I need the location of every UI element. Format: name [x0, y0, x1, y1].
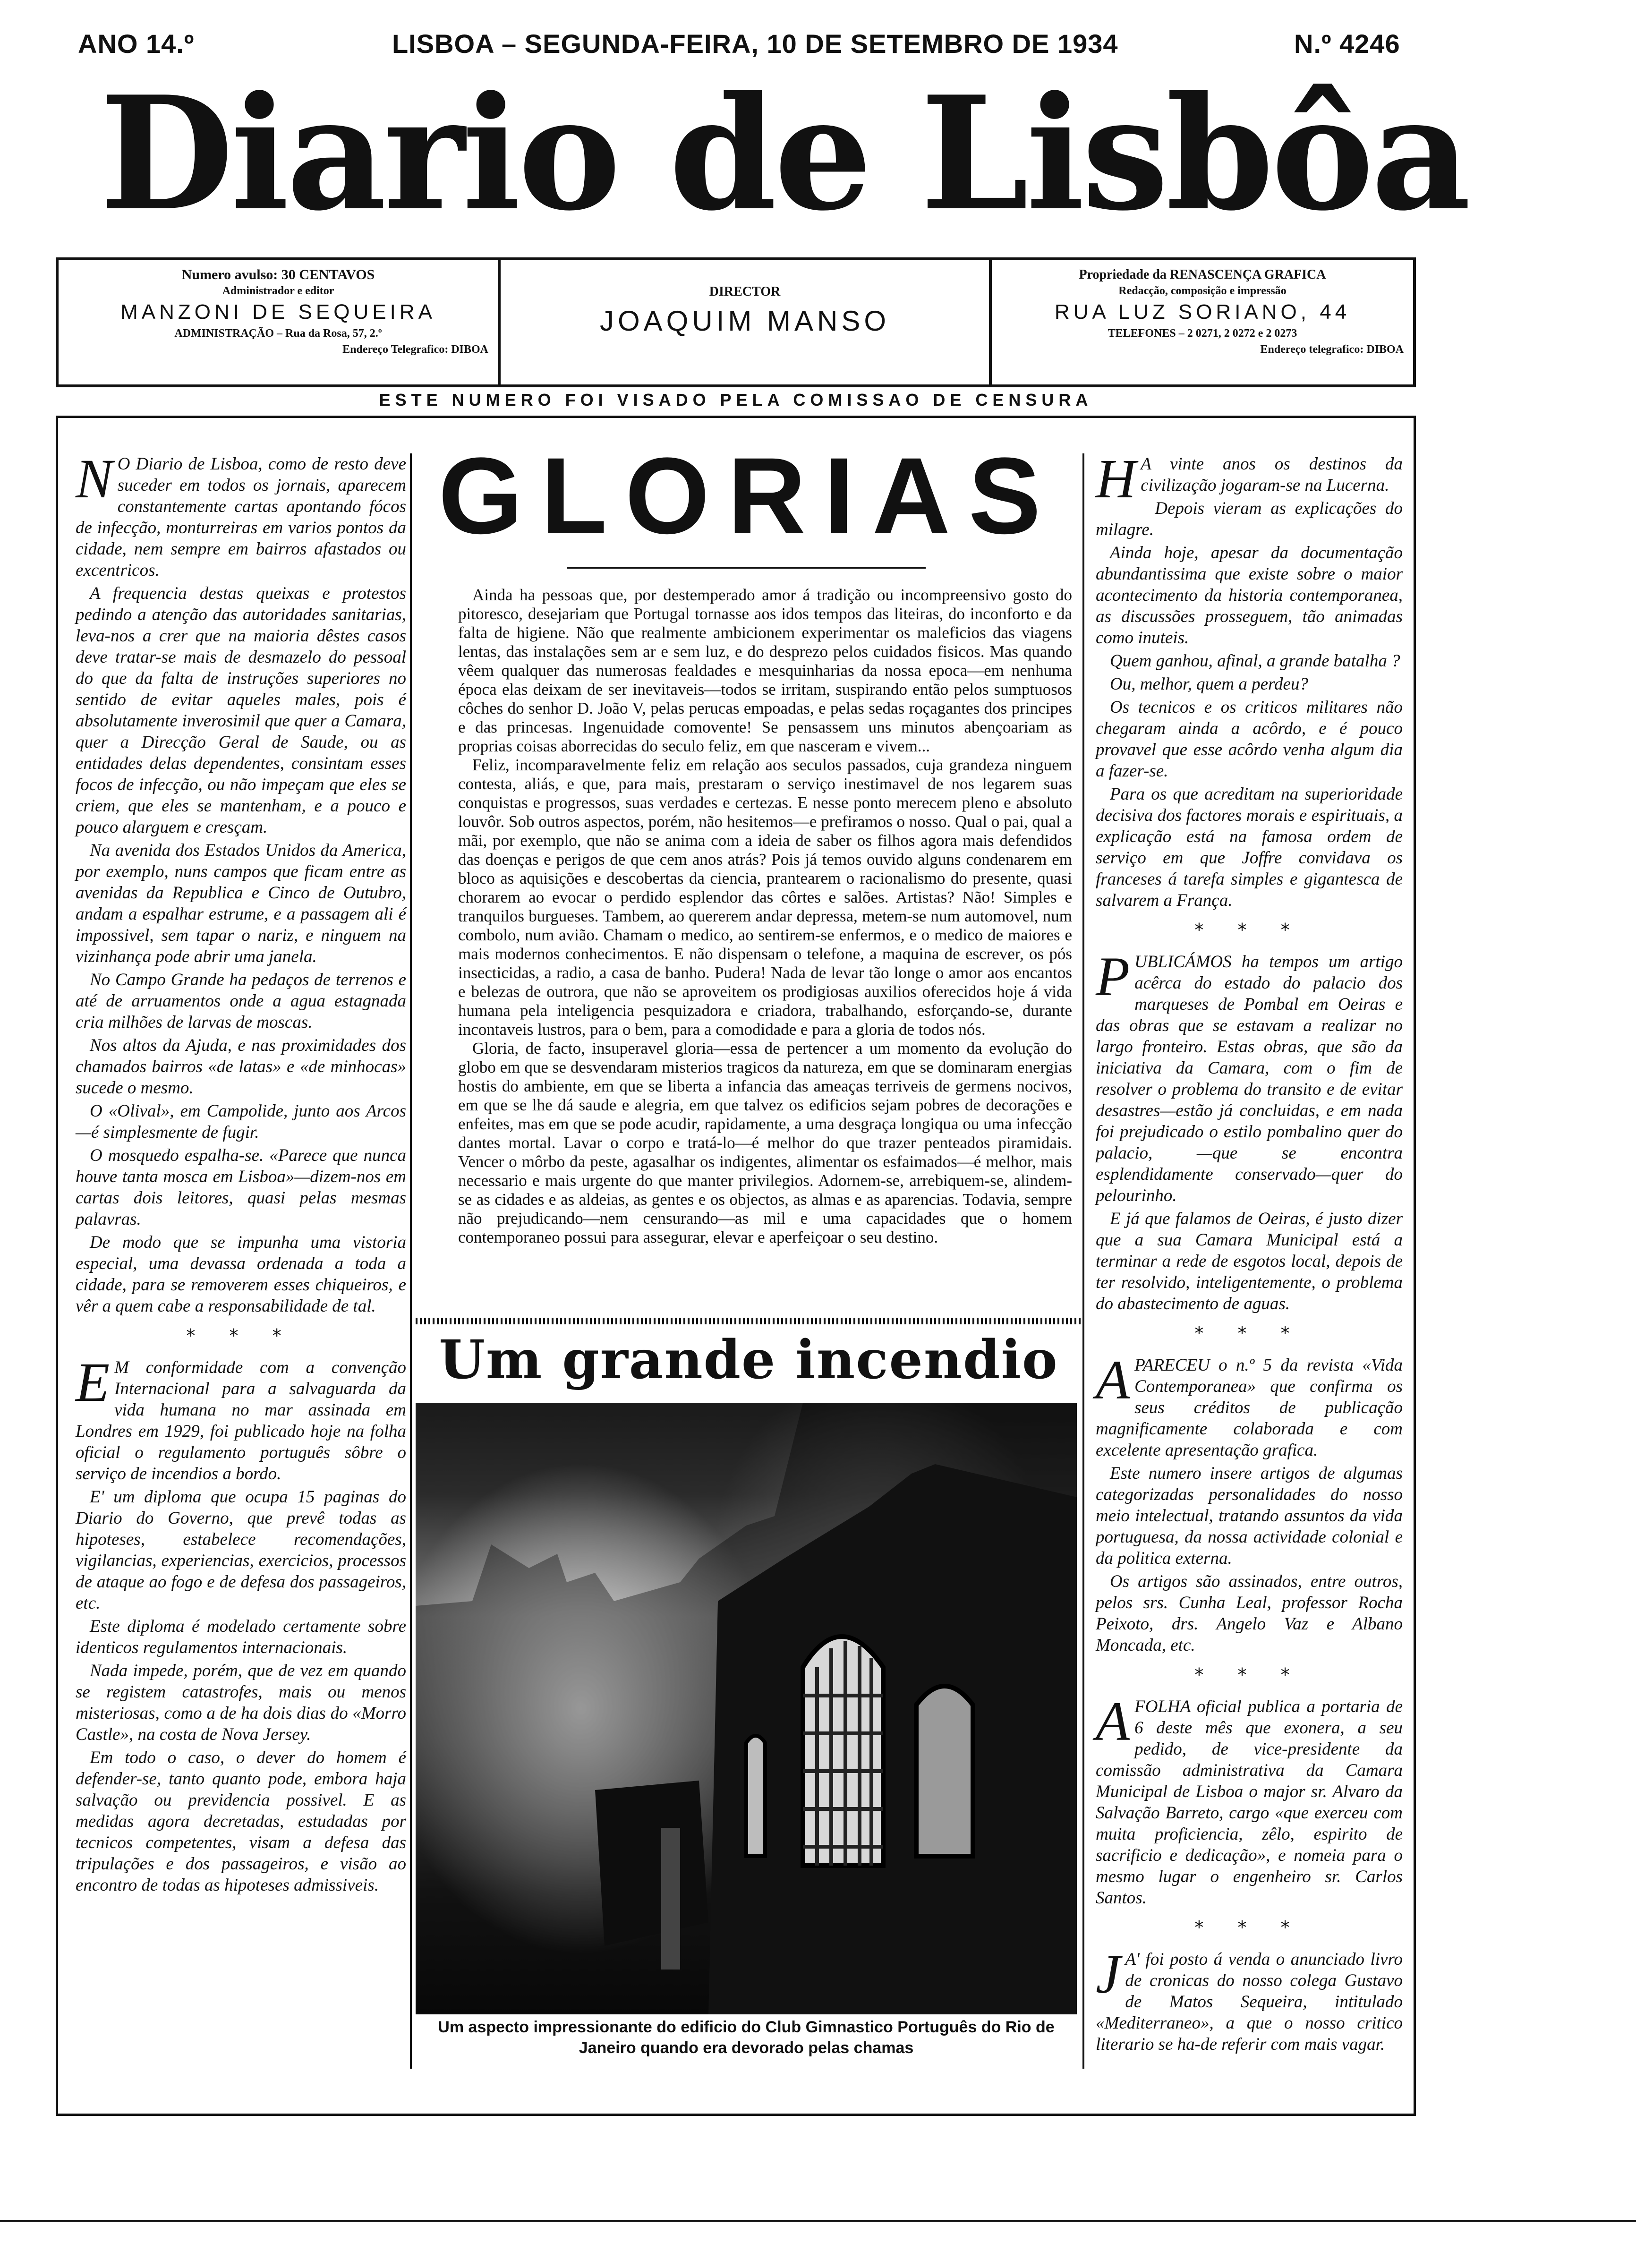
article-paragraph: J A' foi posto á venda o anunciado livro de cronicas do nosso colega Gustavo de Matos Sequeira, intitulado «Mediterraneo», a que o nosso critico literario se ha-de referir com mais vagar.: [1096, 1943, 1403, 2054]
article-paragraph: E já que falamos de Oeiras, é justo dizer que a sua Camara Municipal está a terminar a rede de esgotos local, depois de ter resolvido, inteligentemente, o problema do abastecimento de aguas.: [1096, 1209, 1403, 1313]
article-paragraph: Nos altos da Ajuda, e nas proximidades dos chamados bairros «de latas» e «de minhocas» sucede o mesmo.: [76, 1036, 406, 1098]
frame-top-rule: [56, 416, 1416, 418]
section-divider: * * *: [1194, 1664, 1304, 1685]
section-divider: * * *: [1194, 1917, 1304, 1938]
info-center: [501, 284, 989, 342]
article-paragraph: Ainda hoje, apesar da documentação abundantissima que existe sobre o maior acontecimento da historia contemporanea, as discussões prosseguem, tão animadas como inuteis.: [1096, 543, 1403, 648]
info-box: [56, 257, 1416, 387]
article-paragraph: E' um diploma que ocupa 15 paginas do Diario do Governo, que prevê todas as hipoteses, estabelece recomendações, vigilancias, experiencias, exercicios, processos de ataque ao fogo e de defesa dos passageiros, etc.: [76, 1487, 406, 1613]
info-right: [992, 267, 1413, 358]
article-paragraph: Este numero insere artigos de algumas categorizadas personalidades do nosso meio intelectual, tratando assuntos da vida portuguesa, da nossa actividade colonial e da politica externa.: [1096, 1464, 1403, 1568]
article-paragraph: Quem ganhou, afinal, a grande batalha ?: [1110, 651, 1400, 671]
admin-name: MANZONI DE SEQUEIRA: [120, 300, 436, 324]
article-paragraph: Gloria, de facto, insuperavel gloria—essa de pertencer a um momento da evolução do globo em que se desvendaram misterios tragicos da natureza, em que se dominaram energias hostis do ambiente, em que se liberta a infancia das ameaças terriveis de germens nocivos, em que se lhe dá saude e alegria, em que talvez os edificios sejam pobres de decorações e enfeites, mas em que se pode acudir, rapidamente, a uma desgraça longiqua ou uma infecção dantes mortal. Lavar o corpo e tratá-lo—é melhor do que trazer penteados piramidais. Vencer o môrbo da peste, agasalhar os indigentes, alimentar os esfaimados—é melhor, mais necessario e mais urgente do que manter privilegios. Adornem-se, arrebiquem-se, alindem-se as cidades e as aldeias, as gentes e os objectos, as almas e as aparencias. Todavia, sempre não prejudicando—nem censurando—as mil e uma capacidades que o homem contemporaneo possui para assegurar, elevar e aperfeiçoar o seu destino.: [458, 1039, 1072, 1246]
article-paragraph: De modo que se impunha uma vistoria especial, uma devassa ordenada a toda a cidade, para se removerem esses chiqueiros, e vêr a quem cabe a responsabilidade de tal.: [76, 1233, 406, 1316]
article-paragraph: Para os que acreditam na superioridade decisiva dos factores morais e espirituais, a explicação está na famosa ordem de serviço em que Joffre convidava os franceses á tarefa simples e gigantesca de salvarem a França.: [1096, 784, 1403, 910]
article-paragraph: N O Diario de Lisboa, como de resto deve suceder em todos os jornais, aparecem constantemente cartas apontando fócos de infecção, monturreiras em varios pontos da cidade, nem sempre em bairros afastados ou excentricos.: [76, 448, 406, 580]
article-paragraph: Feliz, incomparavelmente feliz em relação aos seculos passados, cuja grandeza ninguem contesta, aliás, e que, para mais, prestaram o serviço inestimavel de nos legarem suas conquistas e progressos, suas verdades e certezas. E nesse ponto merecem pleno e absoluto louvôr. Sob outros aspectos, porém, não hesitemos—e prefiramos o nosso. Qual o pai, qual a mãi, por exemplo, que não se anima com a ideia de saber os filhos agora mais defendidos das doenças e perigos de que cem anos atrás? Pois já temos ouvido alguns condenarem em bloco as aquisições e descobertas da ciencia, prantearem o racionalismo do presente, quasi chorarem ao evocar o perdido esplendor das côrtes e salões. Artistas? Não! Simples e tranquilos burgueses. Tambem, ao quererem andar depressa, metem-se num automovel, num combolo, num avião. Chamam o medico, ao sentirem-se enfermos, e o medico de maiores e mais modernos conhecimentos. E não dispensam o telefone, a maquina de escrever, os pós insecticidas, a radio, a casa de banho. Pudera! Nada de levar tão longe o amor aos encantos e belezas de outrora, que não se aproveitem os prodigiosas auxilios oferecidos hoje á vida humana pela inteligencia pesquizadora e criadora, trabalhando, esforçando-se, durante incontaveis lustros, para o bem, para a comodidade e para a gloria de todos nós.: [458, 756, 1072, 1039]
left-column: [76, 448, 406, 1898]
article-paragraph: O mosquedo espalha-se. «Parece que nunca houve tanta mosca em Lisboa»—dizem-nos em cartas dois leitores, quasi pelas mesmas palavras.: [76, 1146, 406, 1229]
drop-cap: E: [76, 1351, 110, 1413]
drop-cap: A: [1096, 1349, 1130, 1411]
editorial-address: RUA LUZ SORIANO, 44: [1054, 300, 1351, 324]
article-paragraph: Depois vieram as explicações do milagre.: [1096, 499, 1403, 539]
article-paragraph: A frequencia destas queixas e protestos pedindo a atenção das autoridades sanitarias, leva-nos a crer que na maioria dêstes casos deve tratar-se mais de desmazelo do pessoal do que da falta de instruções superiores no sentido de evitar aqueles males, pois é absolutamente inverosimil que quer a Camara, quer a Direcção Geral de Saude, ou as entidades delas dependentes, consintam esses focos de infecção, ou não impeçam que eles se criem, que eles se mantenham, e a pouco e pouco alarguem e cresçam.: [76, 584, 406, 837]
issue-number: N.º 4246: [1294, 29, 1400, 59]
dateline: LISBOA – SEGUNDA-FEIRA, 10 DE SETEMBRO DE 1934: [392, 29, 1118, 59]
article-paragraph: Os tecnicos e os criticos militares não chegaram ainda a acôrdo, e é pouco provavel que esse acôrdo venha algum dia a fazer-se.: [1096, 698, 1403, 781]
frame-right-rule: [1414, 416, 1416, 2116]
section-divider: * * *: [1194, 1323, 1304, 1344]
article-paragraph: Os artigos são assinados, entre outros, pelos srs. Cunha Leal, professor Rocha Peixoto, drs. Angelo Vaz e Albano Moncada, etc.: [1096, 1572, 1403, 1655]
column-rule: [1082, 453, 1084, 2069]
headline-underline: [567, 567, 926, 569]
headline-glorias: GLORIAS: [438, 435, 1059, 556]
frame-bottom-rule: [56, 2114, 1416, 2116]
photo-caption: Um aspecto impressionante do edificio do Club Gimnastico Português do Rio de Janeiro quando era devorado pelas chamas: [438, 2018, 1055, 2057]
fire-photo: [416, 1403, 1077, 2014]
article-paragraph: Ou, melhor, quem a perdeu?: [1110, 674, 1308, 694]
editorial-role: Redacção, composição e impressão: [1118, 285, 1287, 297]
article-paragraph: Ainda ha pessoas que, por destemperado amor á tradição ou incompreensivo gosto do pitoresco, desejariam que Portugal tornasse aos idos tempos das liteiras, do inconforto e da falta de higiene. Não que realmente ambicionem experimentar os maleficios das viagens lentas, das instalações sem ar e sem luz, e do desprezo pelos cuidados fisicos. Mas quando vêem qualquer das numerosas fealdades e mesquinharias da nossa epoca—em nenhuma época elas deixam de ser inevitaveis—todos se irritam, suspirando então pelos sumptuosos côches do senhor D. João V, pelas perucas empoadas, e pelas sedas roçagantes dos principes e das princesas. Ingenuidade comovente! Se pensassem uns minutos abençoariam as proprias coisas aborrecidas do seculo feliz, em que nasceram e vivem...: [458, 586, 1072, 755]
admin-telegraph: Endereço Telegrafico: DIBOA: [342, 343, 488, 356]
section-divider: * * *: [1194, 920, 1304, 940]
admin-role: Administrador e editor: [222, 285, 334, 297]
article-paragraph: E M conformidade com a convenção Internacional para a salvaguarda da vida humana no mar assinada em Londres em 1929, foi publicado hoje na folha oficial o regulamento português sôbre o serviço de incendios a bordo.: [76, 1351, 406, 1484]
section-divider: * * *: [186, 1325, 296, 1346]
censorship-notice: ESTE NUMERO FOI VISADO PELA COMISSAO DE CENSURA: [379, 390, 1093, 409]
article-paragraph: Este diploma é modelado certamente sobre identicos regulamentos internacionais.: [76, 1617, 406, 1657]
masthead-title: Diario de Lisbôa: [100, 62, 1468, 245]
article-paragraph: Na avenida dos Estados Unidos da America, por exemplo, nuns campos que ficam entre as avenidas da Republica e Cinco de Outubro, andam a espalhar estrume, e a passagem ali é impossivel, sem tapar o nariz, e ninguem na vizinhança pode abrir uma janela.: [76, 841, 406, 966]
owner: Propriedade da RENASCENÇA GRAFICA: [1079, 267, 1326, 282]
director-name: JOAQUIM MANSO: [599, 305, 890, 337]
page-bottom-rule: [0, 2220, 1636, 2222]
drop-cap: A: [1096, 1690, 1130, 1752]
year-label: ANO 14.º: [78, 29, 195, 59]
drop-cap: N: [76, 448, 113, 510]
director-label: DIRECTOR: [709, 284, 781, 299]
article-paragraph: H A vinte anos os destinos da civilização jogaram-se na Lucerna.: [1096, 448, 1403, 510]
info-left: [59, 267, 498, 358]
article-paragraph: O «Olival», em Campolide, junto aos Arcos—é simplesmente de fugir.: [76, 1101, 406, 1142]
center-article: [458, 586, 1072, 1247]
article-paragraph: Nada impede, porém, que de vez em quando se registem catastrofes, mais ou menos misteriosas, como a de ha dois dias do «Morro Castle», na costa de Nova Jersey.: [76, 1661, 406, 1744]
building-silhouette: [416, 1403, 1077, 2014]
phones: TELEFONES – 2 0271, 2 0272 e 2 0273: [1108, 327, 1297, 340]
frame-left-rule: [56, 416, 58, 2116]
article-paragraph: Em todo o caso, o dever do homem é defender-se, tanto quanto pode, embora haja salvação ou previdencia possivel. E as medidas agora decretadas, estudadas por tecnicos competentes, visam a defesa das tripulações e dos passageiros, e visão ao encontro de todas as hipoteses admissiveis.: [76, 1748, 406, 1895]
article-paragraph: No Campo Grande ha pedaços de terrenos e até de arruamentos onde a agua estagnada cria milhões de larvas de moscas.: [76, 970, 406, 1032]
headline-incendio: Um grande incendio: [439, 1329, 1058, 1391]
price: Numero avulso: 30 CENTAVOS: [181, 267, 375, 282]
drop-cap: J: [1096, 1943, 1121, 2005]
drop-cap: H: [1096, 448, 1136, 510]
column-rule: [410, 453, 412, 2069]
editorial-telegraph: Endereço telegrafico: DIBOA: [1260, 343, 1404, 356]
section-separator: [416, 1318, 1082, 1324]
drop-cap: P: [1096, 946, 1130, 1007]
article-paragraph: APARECEU o n.º 5 da revista «Vida Contemporanea» que confirma os seus créditos de publicação magnificamente colaborada e com excelente apresentação grafica.: [1096, 1349, 1403, 1460]
admin-address: ADMINISTRAÇÃO – Rua da Rosa, 57, 2.º: [174, 327, 382, 340]
right-column: [1096, 448, 1403, 2057]
article-paragraph: AFOLHA oficial publica a portaria de 6 deste mês que exonera, a seu pedido, de vice-presidente da comissão administrativa da Camara Municipal de Lisboa o major sr. Alvaro da Salvação Barreto, cargo «que exerceu com muita proficiencia, zêlo, espirito de sacrificio e dedicação», e nomeia para o mesmo lugar o engenheiro sr. Carlos Santos.: [1096, 1690, 1403, 1908]
article-paragraph: PUBLICÁMOS ha tempos um artigo acêrca do estado do palacio dos marqueses de Pombal em Oeiras e das obras que se estavam a realizar no largo fronteiro. Estas obras, que são da iniciativa da Camara, com o fim de resolver o problema do transito e de evitar desastres—estão já concluidas, e em nada foi prejudicado o estilo pombalino quer do palacio, —que se encontra esplendidamente conservado—quer do pelourinho.: [1096, 946, 1403, 1205]
